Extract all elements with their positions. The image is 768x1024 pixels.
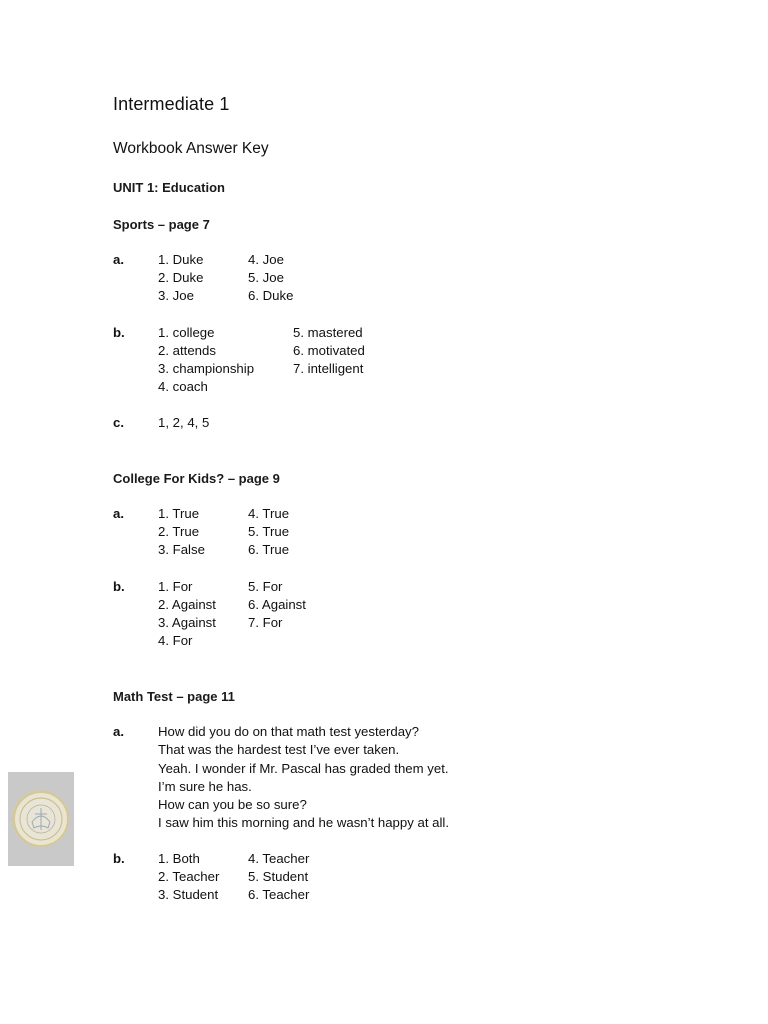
answer-cell: 5. mastered: [293, 325, 363, 340]
page-title: Intermediate 1: [113, 94, 230, 114]
part-label: b.: [113, 851, 125, 866]
answer-cell: 2. attends: [158, 343, 216, 358]
answer-cell: 7. intelligent: [293, 361, 364, 376]
answer-row: [0, 523, 768, 541]
answer-cell: 6. Duke: [248, 288, 294, 303]
answer-cell: 2. Teacher: [158, 869, 220, 884]
answer-cell: 3. Joe: [158, 288, 194, 303]
answer-cell: 4. Teacher: [248, 851, 310, 866]
answer-cell: 6. Teacher: [248, 887, 310, 902]
answer-row: [0, 324, 768, 342]
answer-cell: 1. Duke: [158, 252, 204, 267]
answer-row: [0, 541, 768, 559]
answer-cell: 4. True: [248, 506, 290, 521]
answer-row: [0, 378, 768, 396]
answer-cell: 5. Student: [248, 869, 309, 884]
answer-cell: 4. Joe: [248, 252, 284, 267]
answer-cell: 1. For: [158, 579, 193, 594]
dialogue-line: Yeah. I wonder if Mr. Pascal has graded them yet.: [158, 761, 449, 776]
section-heading-sports: Sports – page 7: [113, 217, 210, 232]
answer-row: [0, 578, 768, 596]
answer-cell: 4. coach: [158, 379, 208, 394]
dialogue-line: I’m sure he has.: [158, 779, 252, 794]
part-label: a.: [113, 506, 124, 521]
answer-cell: 3. False: [158, 542, 205, 557]
answer-cell: 3. championship: [158, 361, 255, 376]
answer-row: [0, 414, 768, 432]
page-subtitle: Workbook Answer Key: [113, 140, 269, 157]
dialogue-line: I saw him this morning and he wasn’t happy at all.: [158, 815, 450, 830]
answer-cell: 2. Duke: [158, 270, 204, 285]
answer-cell: 3. Against: [158, 615, 216, 630]
answer-row: [0, 886, 768, 904]
answer-cell: 4. For: [158, 633, 193, 648]
answer-row: [0, 269, 768, 287]
answer-cell: 5. Joe: [248, 270, 284, 285]
answer-cell: 6. Against: [248, 597, 306, 612]
answer-row: [0, 287, 768, 305]
dialogue-line: How can you be so sure?: [158, 797, 307, 812]
part-label: c.: [113, 415, 124, 430]
school-seal-watermark: [8, 772, 74, 866]
answer-cell: 1, 2, 4, 5: [158, 415, 210, 430]
part-label: b.: [113, 579, 125, 594]
answer-cell: 6. motivated: [293, 343, 365, 358]
answer-cell: 5. For: [248, 579, 283, 594]
answer-cell: 5. True: [248, 524, 290, 539]
answer-cell: 3. Student: [158, 887, 219, 902]
answer-cell: 2. Against: [158, 597, 216, 612]
answer-row: [0, 251, 768, 269]
answer-row: [0, 596, 768, 614]
part-label: a.: [113, 724, 124, 739]
answer-cell: 1. True: [158, 506, 200, 521]
part-label: b.: [113, 325, 125, 340]
section-heading-math: Math Test – page 11: [113, 689, 235, 704]
answer-row: [0, 632, 768, 650]
answer-row: [0, 360, 768, 378]
seal-icon: [8, 772, 74, 866]
answer-cell: 6. True: [248, 542, 290, 557]
dialogue-line: That was the hardest test I’ve ever taken.: [158, 742, 400, 757]
answer-cell: 7. For: [248, 615, 283, 630]
unit-heading: UNIT 1: Education: [113, 180, 225, 195]
answer-cell: 2. True: [158, 524, 200, 539]
part-label: a.: [113, 252, 124, 267]
dialogue-line: How did you do on that math test yesterday?: [158, 724, 419, 739]
answer-cell: 1. college: [158, 325, 215, 340]
answer-row: [0, 342, 768, 360]
answer-row: [0, 614, 768, 632]
answer-cell: 1. Both: [158, 851, 200, 866]
answer-row: [0, 850, 768, 868]
answer-row: [0, 505, 768, 523]
answer-row: [0, 868, 768, 886]
section-heading-college: College For Kids? – page 9: [113, 471, 280, 486]
